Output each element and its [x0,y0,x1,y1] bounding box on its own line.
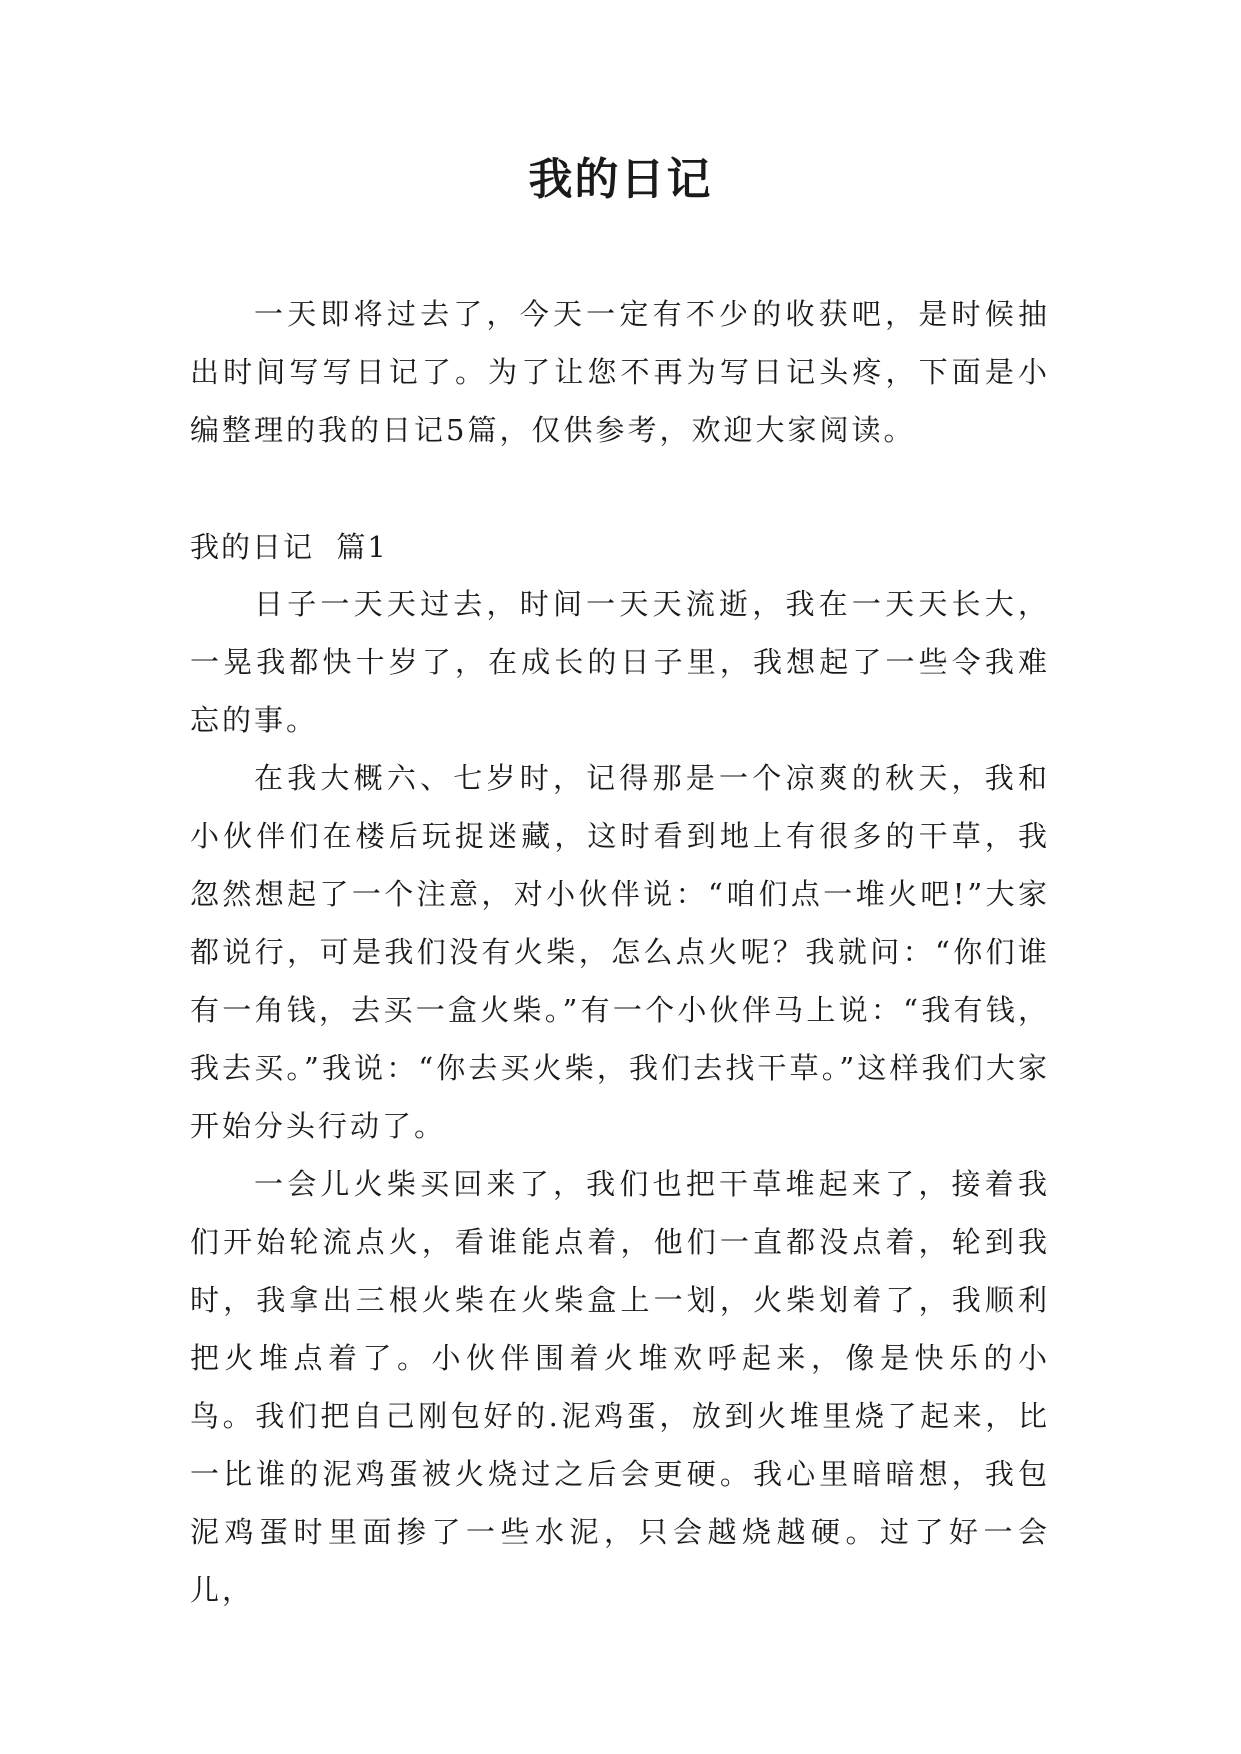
intro-paragraph: 一天即将过去了，今天一定有不少的收获吧，是时候抽出时间写写日记了。为了让您不再为写日记头疼，下面是小编整理的我的日记5篇，仅供参考，欢迎大家阅读。 [190,297,1050,447]
body-paragraph-2: 在我大概六、七岁时，记得那是一个凉爽的秋天，我和小伙伴们在楼后玩捉迷藏，这时看到地上有很多的干草，我忽然想起了一个注意，对小伙伴说：“咱们点一堆火吧!”大家都说行，可是我们没有火柴，怎么点火呢？我就问：“你们谁有一角钱，去买一盒火柴。”有一个小伙伴马上说：“我有钱，我去买。”我说：“你去买火柴，我们去找干草。”这样我们大家开始分头行动了。 [190,761,1050,1143]
document-title: 我的日记 [528,154,713,205]
body-paragraph-1: 日子一天天过去，时间一天天流逝，我在一天天长大，一晃我都快十岁了，在成长的日子里，我想起了一些令我难忘的事。 [190,587,1050,737]
body-paragraph-3: 一会儿火柴买回来了，我们也把干草堆起来了，接着我们开始轮流点火，看谁能点着，他们一直都没点着，轮到我时，我拿出三根火柴在火柴盒上一划，火柴划着了，我顺利把火堆点着了。小伙伴围着火堆欢呼起来，像是快乐的小鸟。我们把自己刚包好的.泥鸡蛋，放到火堆里烧了起来，比一比谁的泥鸡蛋被火烧过之后会更硬。我心里暗暗想，我包泥鸡蛋时里面掺了一些水泥，只会越烧越硬。过了好一会儿， [190,1167,1050,1607]
section-heading: 我的日记 篇1 [190,530,388,564]
